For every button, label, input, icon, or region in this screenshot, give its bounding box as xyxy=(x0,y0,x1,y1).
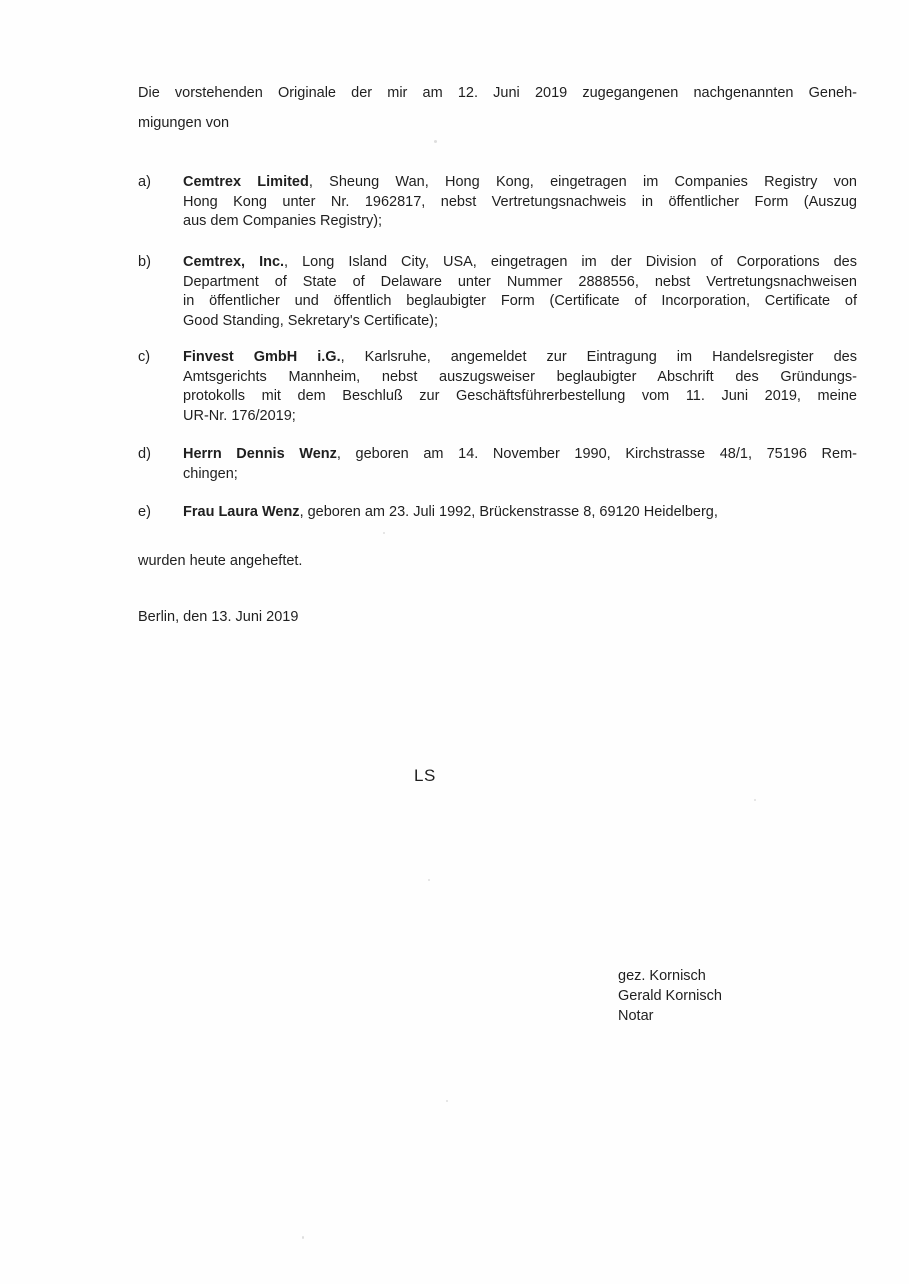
item-letter-label: d) xyxy=(138,446,151,462)
text-line: Frau Laura Wenz, geboren am 23. Juli 1992, Brückenstrasse 8, 69120 Heidelberg, xyxy=(183,504,718,520)
scan-speck xyxy=(302,1236,304,1239)
text-line: Notar xyxy=(618,1008,654,1024)
text-line: UR-Nr. 176/2019; xyxy=(183,407,296,424)
item-body xyxy=(183,445,857,484)
seal-mark: LS xyxy=(414,766,436,785)
text-line: Cemtrex, Inc., Long Island City, USA, eingetragen im der Division of Corporations des xyxy=(183,254,857,270)
item-body xyxy=(183,348,857,426)
text-line: Hong Kong unter Nr. 1962817, nebst Vertretungsnachweis in öffentlicher Form (Auszug xyxy=(183,193,857,210)
item-body xyxy=(183,503,857,523)
text-line: Die vorstehenden Originale der mir am 12. Juni 2019 zugegangenen nachgenannten Geneh- xyxy=(138,85,857,101)
party-name: Cemtrex Limited xyxy=(183,174,309,190)
party-name: Finvest GmbH i.G. xyxy=(183,349,341,365)
text-line: Gerald Kornisch xyxy=(618,988,722,1004)
text-line: in öffentlicher und öffentlich beglaubigter Form (Certificate of Incorporation, Certificate of xyxy=(183,293,857,309)
item-letter-label: e) xyxy=(138,504,151,520)
signature-block xyxy=(618,966,722,1026)
scan-speck xyxy=(446,1100,448,1102)
scan-speck xyxy=(383,532,385,534)
item-letter-label: b) xyxy=(138,254,151,270)
party-name: Frau Laura Wenz xyxy=(183,504,300,520)
text-line: Good Standing, Sekretary's Certificate); xyxy=(183,312,439,329)
text-line: gez. Kornisch xyxy=(618,968,706,984)
list-item-b xyxy=(138,253,857,331)
text-line: Amtsgerichts Mannheim, nebst auszugsweiser beglaubigter Abschrift des Gründungs- xyxy=(183,368,857,385)
text-line: aus dem Companies Registry); xyxy=(183,213,383,229)
scan-speck xyxy=(754,799,756,801)
item-body xyxy=(183,253,857,331)
party-name: Cemtrex, Inc. xyxy=(183,254,285,270)
intro-paragraph xyxy=(138,78,857,138)
text-line: Department of State of Delaware unter Nummer 2888556, nebst Vertretungsnachweisen xyxy=(183,273,857,290)
text-line: migungen von xyxy=(138,115,230,131)
text-line: chingen; xyxy=(183,465,238,482)
list-item-c xyxy=(138,348,857,426)
item-body xyxy=(183,173,857,232)
item-letter-label: c) xyxy=(138,349,151,365)
scan-speck xyxy=(428,879,430,881)
closing-line: wurden heute angeheftet. xyxy=(138,553,303,569)
text-line: protokolls mit dem Beschluß zur Geschäftsführerbestellung vom 11. Juni 2019, meine xyxy=(183,388,857,404)
party-name: Herrn Dennis Wenz xyxy=(183,446,337,462)
text-line: Finvest GmbH i.G., Karlsruhe, angemeldet zur Eintragung im Handelsregister des xyxy=(183,349,857,365)
list-item-d xyxy=(138,445,857,484)
place-date-line: Berlin, den 13. Juni 2019 xyxy=(138,609,299,625)
item-letter-label: a) xyxy=(138,174,151,190)
list-item-a xyxy=(138,173,857,232)
text-line: Herrn Dennis Wenz, geboren am 14. November 1990, Kirchstrasse 48/1, 75196 Rem- xyxy=(183,446,857,462)
list-item-e xyxy=(138,503,857,523)
scan-speck xyxy=(434,140,437,143)
text-line: Cemtrex Limited, Sheung Wan, Hong Kong, eingetragen im Companies Registry von xyxy=(183,174,857,190)
